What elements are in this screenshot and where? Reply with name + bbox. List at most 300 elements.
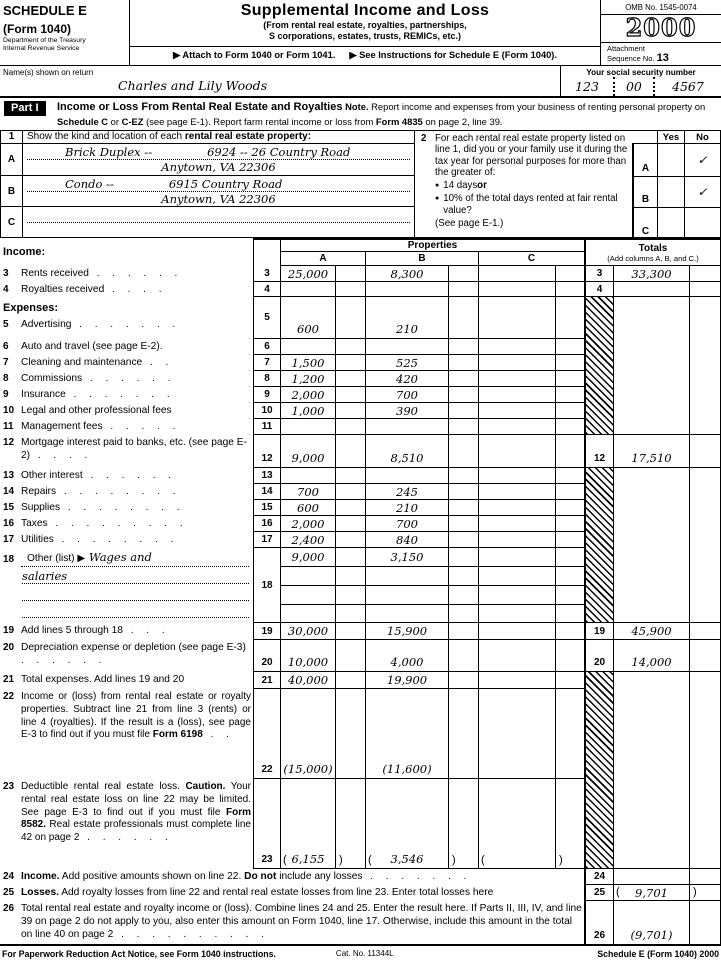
- line-14-box: 14: [253, 484, 281, 500]
- line-17-colC-cents[interactable]: [556, 532, 586, 548]
- answer-B-no-box[interactable]: ✓: [684, 177, 720, 208]
- line-18-colB-cents-row3[interactable]: [449, 586, 479, 605]
- line-18-colB-cents-row2[interactable]: [449, 567, 479, 586]
- ssn-label: Your social security number: [586, 68, 696, 77]
- line-16-label: 16 Taxes . . . . . . . . .: [3, 518, 188, 529]
- property-city-input[interactable]: Anytown, VA 22306: [161, 192, 276, 206]
- property-row-C: [1, 206, 414, 237]
- line-13-colB-value[interactable]: [366, 468, 449, 484]
- catalog-number: Cat. No. 11344L: [335, 949, 394, 958]
- line-25-totals-box: 25: [586, 885, 614, 901]
- line-20-box: 20: [253, 640, 281, 672]
- line2-content: [415, 131, 633, 229]
- tax-year: 2000: [625, 13, 697, 42]
- line-18-other-text-2[interactable]: salaries: [22, 567, 249, 584]
- line-13-box: 13: [253, 468, 281, 484]
- line-10-colB-cents[interactable]: [449, 403, 479, 419]
- totals-hatch-2: [586, 468, 614, 623]
- line-8-colC-value[interactable]: [479, 371, 556, 387]
- line1-number: 1: [1, 131, 23, 143]
- line-18-colB-row2[interactable]: [366, 567, 449, 586]
- line-8-label: 8 Commissions . . . . . .: [3, 373, 176, 384]
- line-7-label: 7 Cleaning and maintenance . .: [3, 357, 174, 368]
- line-25-totals-value[interactable]: ( 9,701: [614, 885, 690, 901]
- line-22-colA-cents[interactable]: [336, 689, 366, 779]
- column-a-header: A: [281, 252, 366, 266]
- line-3-colC-value[interactable]: [479, 266, 556, 282]
- line-18-box: 18: [253, 548, 281, 623]
- header-filler: [253, 238, 281, 266]
- line-20-colC-cents[interactable]: [556, 640, 586, 672]
- ssn-input[interactable]: [561, 77, 721, 96]
- sequence-number: 13: [656, 51, 669, 64]
- totals-blank-cents-3: [690, 672, 721, 869]
- line-22-colA-value[interactable]: (15,000): [281, 689, 336, 779]
- line-16-colA-cents[interactable]: [336, 516, 366, 532]
- line-14-colA-cents[interactable]: [336, 484, 366, 500]
- line-11-colA-cents[interactable]: [336, 419, 366, 435]
- line-19-colA-value[interactable]: 30,000: [281, 623, 336, 640]
- line-8-colA-value[interactable]: 1,200: [281, 371, 336, 387]
- line-17-colC-value[interactable]: [479, 532, 556, 548]
- totals-header: Totals (Add columns A, B, and C.): [586, 238, 721, 266]
- line-12-box: 12: [253, 435, 281, 468]
- line-20-colC-value[interactable]: [479, 640, 556, 672]
- line-9-colA-cents[interactable]: [336, 387, 366, 403]
- line1-box: [0, 131, 415, 238]
- line-9-colB-value[interactable]: 700: [366, 387, 449, 403]
- line-23-colA-value[interactable]: ( 6,155: [281, 779, 336, 869]
- ssn-box: [560, 66, 721, 96]
- line-22-label: 22 Income or (loss) from rental real estate or royalty properties. Subtract line 21 from line 3 (rents) or line 4 (royalties). If the result is a (loss), see page E-3 to find out if you must file Form 6198 . .: [3, 691, 251, 741]
- line-18-colC-cents-row3[interactable]: [556, 586, 586, 605]
- line-19-colB-cents[interactable]: [449, 623, 479, 640]
- line-20-totals-cents[interactable]: [690, 640, 721, 672]
- line-3-colB-value[interactable]: 8,300: [366, 266, 449, 282]
- line-23-box: 23: [253, 779, 281, 869]
- line-17-box: 17: [253, 532, 281, 548]
- line2-box: [415, 131, 721, 238]
- line-19-totals-value[interactable]: 45,900: [614, 623, 690, 640]
- part1-note: Note. Report income and expenses from your business of renting personal property on Schedule C or C-EZ (see page E-1). Report farm rental income or loss from Form 4835 on page 2, line 39.: [57, 101, 706, 127]
- line-19-totals-cents[interactable]: [690, 623, 721, 640]
- line2-bullet-10pct: ● 10% of the total days rented at fair rental value?: [421, 193, 631, 216]
- line-19-colC-cents[interactable]: [556, 623, 586, 640]
- line-5-colA-value[interactable]: 600: [281, 297, 336, 339]
- line-24-totals-value[interactable]: [614, 869, 690, 885]
- line2-question: For each rental real estate property listed on line 1, did you or your family use it during the tax year for personal purposes for more than the greater of:: [435, 133, 628, 178]
- line-9-colA-value[interactable]: 2,000: [281, 387, 336, 403]
- line-6-box: 6: [253, 339, 281, 355]
- line-7-colB-value[interactable]: 525: [366, 355, 449, 371]
- line-6-colB-cents[interactable]: [449, 339, 479, 355]
- line-15-label: 15 Supplies . . . . . . . .: [3, 502, 185, 513]
- line-11-box: 11: [253, 419, 281, 435]
- line-22-box: 22: [253, 689, 281, 779]
- line-12-colB-cents[interactable]: [449, 435, 479, 468]
- line-3-colA-value[interactable]: 25,000: [281, 266, 336, 282]
- line-20-label: 20 Depreciation expense or depletion (see page E-3) . . . . . .: [3, 642, 246, 666]
- property-row-B: [1, 175, 414, 206]
- line-4-totals-value[interactable]: [614, 282, 690, 297]
- line-14-colC-cents[interactable]: [556, 484, 586, 500]
- line-16-colC-value[interactable]: [479, 516, 556, 532]
- line-16-colB-value[interactable]: 700: [366, 516, 449, 532]
- name-field-area: [0, 66, 560, 96]
- line-16-colB-cents[interactable]: [449, 516, 479, 532]
- totals-blank-1: [614, 297, 690, 435]
- line-18-colA-row4[interactable]: [281, 605, 336, 623]
- line-17-colA-value[interactable]: 2,400: [281, 532, 336, 548]
- line-6-colB-value[interactable]: [366, 339, 449, 355]
- line-18-colC-cents-row1[interactable]: [556, 548, 586, 567]
- line-3-totals-box: 3: [586, 266, 614, 282]
- line-5-colC-cents[interactable]: [556, 297, 586, 339]
- line-11-colB-value[interactable]: [366, 419, 449, 435]
- line-21-colA-value[interactable]: 40,000: [281, 672, 336, 689]
- totals-blank-2: [614, 468, 690, 623]
- attach-note: ▶ Attach to Form 1040 or Form 1041.: [173, 50, 336, 60]
- line-5-colB-value[interactable]: 210: [366, 297, 449, 339]
- line-12-colB-value[interactable]: 8,510: [366, 435, 449, 468]
- property-list: [1, 144, 414, 237]
- line-19-colC-value[interactable]: [479, 623, 556, 640]
- line-18-colC-row4[interactable]: [479, 605, 556, 623]
- property-letter: B: [1, 176, 23, 206]
- property-city-input[interactable]: Anytown, VA 22306: [161, 160, 276, 174]
- line-11-colC-value[interactable]: [479, 419, 556, 435]
- sequence-label: Sequence No.: [607, 53, 655, 63]
- line-18-colB-row4[interactable]: [366, 605, 449, 623]
- omb-block: [600, 0, 721, 65]
- line-19-totals-box: 19: [586, 623, 614, 640]
- line-18-colC-cents-row4[interactable]: [556, 605, 586, 623]
- line-4-colB-cents[interactable]: [449, 282, 479, 297]
- line-23-colC-cents[interactable]: ): [556, 779, 586, 869]
- part1-title: Income or Loss From Rental Real Estate and Royalties: [57, 101, 343, 113]
- property-kind-location-input[interactable]: Brick Duplex -- 6924 -- 26 Country Road: [27, 144, 410, 160]
- irs-label: Internal Revenue Service: [3, 45, 80, 52]
- line-21-colA-cents[interactable]: [336, 672, 366, 689]
- line-21-colB-value[interactable]: 19,900: [366, 672, 449, 689]
- line-26-totals-cents[interactable]: [690, 901, 721, 946]
- line-24-label: 24 Income. Add positive amounts shown on line 22. Do not include any losses . . . . . . .: [0, 869, 586, 885]
- line-18-colC-cents-row2[interactable]: [556, 567, 586, 586]
- line-7-colA-value[interactable]: 1,500: [281, 355, 336, 371]
- line-19-colA-cents[interactable]: [336, 623, 366, 640]
- line-18-other-text-4[interactable]: [22, 601, 249, 618]
- line-18-colA-cents-row2[interactable]: [336, 567, 366, 586]
- line-9-colB-cents[interactable]: [449, 387, 479, 403]
- name-input[interactable]: Charles and Lily Woods: [118, 78, 268, 93]
- line-19-colB-value[interactable]: 15,900: [366, 623, 449, 640]
- line-26-totals-box: 26: [586, 901, 614, 946]
- dept-treasury-label: Department of the Treasury: [3, 37, 86, 44]
- line-3-box: 3: [253, 266, 281, 282]
- line-3-colB-cents[interactable]: [449, 266, 479, 282]
- line-13-label: 13 Other interest . . . . . .: [3, 470, 177, 481]
- line-7-colC-cents[interactable]: [556, 355, 586, 371]
- line-18-colB-row3[interactable]: [366, 586, 449, 605]
- property-kind-location-input[interactable]: Condo -- 6915 Country Road: [27, 176, 410, 192]
- line-10-colA-cents[interactable]: [336, 403, 366, 419]
- line-3-totals-cents[interactable]: [690, 266, 721, 282]
- line-16-colC-cents[interactable]: [556, 516, 586, 532]
- line-11-label: 11 Management fees . . . . .: [3, 421, 181, 432]
- line-4-colA-cents[interactable]: [336, 282, 366, 297]
- line-17-label: 17 Utilities . . . . . . . .: [3, 534, 179, 545]
- line-24-totals-box: 24: [586, 869, 614, 885]
- line-4-label: 4 Royalties received . . . .: [3, 284, 167, 295]
- form-subtitle-line1: (From rental real estate, royalties, partnerships,: [263, 20, 467, 30]
- yes-no-spacer: [632, 131, 657, 144]
- line-20-colA-cents[interactable]: [336, 640, 366, 672]
- income-section-label: Income:: [3, 246, 46, 258]
- line-9-colC-cents[interactable]: [556, 387, 586, 403]
- line-18-colB-row1[interactable]: 3,150: [366, 548, 449, 567]
- property-info-region: [0, 130, 721, 238]
- line-6-colC-cents[interactable]: [556, 339, 586, 355]
- line2-bullet-14days: ● 14 days or: [421, 180, 631, 191]
- line-4-box: 4: [253, 282, 281, 297]
- line-8-colA-cents[interactable]: [336, 371, 366, 387]
- line-24-totals-cents[interactable]: [690, 869, 721, 885]
- line-15-box: 15: [253, 500, 281, 516]
- answer-B-yes-box[interactable]: [657, 177, 684, 208]
- part1-badge: Part I: [4, 101, 46, 116]
- column-c-header: C: [479, 252, 586, 266]
- line-4-colC-cents[interactable]: [556, 282, 586, 297]
- line-23-colA-cents[interactable]: ): [336, 779, 366, 869]
- attachment-sequence: [601, 43, 721, 63]
- line-10-box: 10: [253, 403, 281, 419]
- line-5-colA-cents[interactable]: [336, 297, 366, 339]
- line-18-colA-cents-row1[interactable]: [336, 548, 366, 567]
- answer-letter-C: C: [632, 208, 657, 239]
- line-18-colB-cents-row4[interactable]: [449, 605, 479, 623]
- line-13-colA-cents[interactable]: [336, 468, 366, 484]
- attach-instructions: [130, 46, 600, 65]
- yes-column-header: Yes: [657, 131, 684, 144]
- line-22-colC-value[interactable]: [479, 689, 556, 779]
- property-letter: C: [1, 207, 23, 237]
- form-header: [0, 0, 721, 66]
- line-23-label: 23 Deductible rental real estate loss. Caution. Your rental real estate loss on line 22 may be limited. See page E-3 to find out if you must file Form 8582. Real estate professionals must complete line 42 on page 2 . . . . . .: [3, 781, 251, 844]
- line-21-colC-value[interactable]: [479, 672, 556, 689]
- line-3-colC-cents[interactable]: [556, 266, 586, 282]
- form-footer: [0, 946, 721, 963]
- line-16-colA-value[interactable]: 2,000: [281, 516, 336, 532]
- line-14-colB-value[interactable]: 245: [366, 484, 449, 500]
- line-17-colA-cents[interactable]: [336, 532, 366, 548]
- line-20-totals-box: 20: [586, 640, 614, 672]
- line-17-colB-cents[interactable]: [449, 532, 479, 548]
- line-14-colB-cents[interactable]: [449, 484, 479, 500]
- line-18-colA-row1[interactable]: 9,000: [281, 548, 336, 567]
- totals-hatch-1: [586, 297, 614, 435]
- form-footer-id: Schedule E (Form 1040) 2000: [597, 949, 719, 959]
- line-25-totals-cents[interactable]: ): [690, 885, 721, 901]
- line-7-box: 7: [253, 355, 281, 371]
- line-19-box: 19: [253, 623, 281, 640]
- line-18-colA-row2[interactable]: [281, 567, 336, 586]
- line-15-colB-cents[interactable]: [449, 500, 479, 516]
- line-26-label: 26 Total rental real estate and royalty income or (loss). Combine lines 24 and 25. Enter the result here. If Parts II, III, IV, and line 39 on page 2 do not apply to you, also enter this amount on Form 1040, line 17. Otherwise, include this amount in the total on line 40 on page 2 . . . . . . . . . .: [0, 901, 586, 946]
- line-14-colC-value[interactable]: [479, 484, 556, 500]
- line-3-colA-cents[interactable]: [336, 266, 366, 282]
- tax-year-box: [601, 15, 721, 43]
- line-22-colB-value[interactable]: (11,600): [366, 689, 449, 779]
- line-22-colB-cents[interactable]: [449, 689, 479, 779]
- form-id-block: [0, 0, 130, 65]
- line-18-colC-row3[interactable]: [479, 586, 556, 605]
- line-21-colC-cents[interactable]: [556, 672, 586, 689]
- line-20-colB-value[interactable]: 4,000: [366, 640, 449, 672]
- ssn-part-2[interactable]: 00: [613, 77, 655, 96]
- line-4-totals-cents[interactable]: [690, 282, 721, 297]
- property-city-input[interactable]: [23, 223, 414, 237]
- form-title: Supplemental Income and Loss: [240, 2, 490, 19]
- line-9-label: 9 Insurance . . . . . . .: [3, 389, 175, 400]
- line-10-colA-value[interactable]: 1,000: [281, 403, 336, 419]
- totals-blank-cents-2: [690, 468, 721, 623]
- line-15-colC-value[interactable]: [479, 500, 556, 516]
- line-18-colC-row2[interactable]: [479, 567, 556, 586]
- line-18-colC-row1[interactable]: [479, 548, 556, 567]
- line-15-colA-value[interactable]: 600: [281, 500, 336, 516]
- line-15-colC-cents[interactable]: [556, 500, 586, 516]
- line-21-box: 21: [253, 672, 281, 689]
- line-12-colC-value[interactable]: [479, 435, 556, 468]
- line-21-colB-cents[interactable]: [449, 672, 479, 689]
- line-14-label: 14 Repairs . . . . . . . .: [3, 486, 181, 497]
- property-letter: A: [1, 144, 23, 175]
- answer-letter-A: A: [632, 144, 657, 177]
- line-5-colC-value[interactable]: [479, 297, 556, 339]
- line-8-box: 8: [253, 371, 281, 387]
- no-column-header: No: [684, 131, 720, 144]
- omb-number: OMB No. 1545-0074: [601, 0, 721, 15]
- line-19-label: 19 Add lines 5 through 18 . . .: [3, 625, 170, 636]
- line-16-box: 16: [253, 516, 281, 532]
- line-14-colA-value[interactable]: 700: [281, 484, 336, 500]
- line-10-colC-cents[interactable]: [556, 403, 586, 419]
- line-12-totals-cents[interactable]: [690, 435, 721, 468]
- line2-number: 2: [421, 133, 427, 144]
- line-7-colB-cents[interactable]: [449, 355, 479, 371]
- line-8-colB-cents[interactable]: [449, 371, 479, 387]
- part1-heading-row: [0, 98, 721, 130]
- line-8-colB-value[interactable]: 420: [366, 371, 449, 387]
- line-4-colC-value[interactable]: [479, 282, 556, 297]
- line-12-totals-value[interactable]: 17,510: [614, 435, 690, 468]
- line-4-colB-value[interactable]: [366, 282, 449, 297]
- line-15-colA-cents[interactable]: [336, 500, 366, 516]
- line-5-colB-cents[interactable]: [449, 297, 479, 339]
- line-4-colA-value[interactable]: [281, 282, 336, 297]
- property-row-A: [1, 144, 414, 175]
- line-11-colC-cents[interactable]: [556, 419, 586, 435]
- line-23-colB-cents[interactable]: ): [449, 779, 479, 869]
- ssn-part-3[interactable]: 4567: [672, 79, 704, 94]
- line-12-colA-value[interactable]: 9,000: [281, 435, 336, 468]
- line-25-label: 25 Losses. Add royalty losses from line 22 and rental real estate losses from line 23. Enter total losses here: [0, 885, 586, 901]
- line-15-colB-value[interactable]: 210: [366, 500, 449, 516]
- line-13-colC-cents[interactable]: [556, 468, 586, 484]
- line-6-colC-value[interactable]: [479, 339, 556, 355]
- line2-see-note: (See page E-1.): [435, 218, 504, 230]
- form-title-block: [130, 0, 600, 65]
- line-10-colB-value[interactable]: 390: [366, 403, 449, 419]
- line-23-colB-value[interactable]: ( 3,546: [366, 779, 449, 869]
- income-expense-table: [0, 238, 721, 946]
- line-12-colC-cents[interactable]: [556, 435, 586, 468]
- line-18-other-text-3[interactable]: [22, 584, 249, 601]
- line-13-colC-value[interactable]: [479, 468, 556, 484]
- line-20-totals-value[interactable]: 14,000: [614, 640, 690, 672]
- line-11-colB-cents[interactable]: [449, 419, 479, 435]
- form-ref: (Form 1040): [3, 22, 72, 36]
- line-13-colA-value[interactable]: [281, 468, 336, 484]
- line-23-colC-value[interactable]: (: [479, 779, 556, 869]
- line-18-colA-row3[interactable]: [281, 586, 336, 605]
- line-6-colA-cents[interactable]: [336, 339, 366, 355]
- line-17-colB-value[interactable]: 840: [366, 532, 449, 548]
- line-6-colA-value[interactable]: [281, 339, 336, 355]
- answer-A-yes-box[interactable]: [657, 144, 684, 177]
- line-5-label: Expenses: 5 Advertising . . . . . . .: [3, 302, 181, 330]
- line-7-colA-cents[interactable]: [336, 355, 366, 371]
- line-20-colB-cents[interactable]: [449, 640, 479, 672]
- line-12-colA-cents[interactable]: [336, 435, 366, 468]
- line-18-colA-cents-row3[interactable]: [336, 586, 366, 605]
- totals-hatch-3: [586, 672, 614, 869]
- line-18-colA-cents-row4[interactable]: [336, 605, 366, 623]
- answer-C-yes-box[interactable]: [657, 208, 684, 239]
- form-subtitle-line2: S corporations, estates, trusts, REMICs, etc.): [268, 30, 462, 41]
- line-26-totals-value[interactable]: (9,701): [614, 901, 690, 946]
- line-22-colC-cents[interactable]: [556, 689, 586, 779]
- answer-A-no-box[interactable]: ✓: [684, 144, 720, 177]
- part1-text: [57, 98, 721, 128]
- line-8-colC-cents[interactable]: [556, 371, 586, 387]
- answer-C-no-box[interactable]: [684, 208, 720, 239]
- line-10-label: 10 Legal and other professional fees: [3, 405, 172, 416]
- line-12-totals-box: 12: [586, 435, 614, 468]
- line-13-colB-cents[interactable]: [449, 468, 479, 484]
- line-9-box: 9: [253, 387, 281, 403]
- name-row: [0, 66, 721, 98]
- line-9-colC-value[interactable]: [479, 387, 556, 403]
- line-6-label: 6 Auto and travel (see page E-2).: [3, 341, 163, 352]
- ssn-part-1[interactable]: 123: [575, 79, 599, 94]
- line-18-colB-cents-row1[interactable]: [449, 548, 479, 567]
- line-20-colA-value[interactable]: 10,000: [281, 640, 336, 672]
- properties-header: Properties: [281, 238, 586, 252]
- line-3-totals-value[interactable]: 33,300: [614, 266, 690, 282]
- line-11-colA-value[interactable]: [281, 419, 336, 435]
- property-kind-location-input[interactable]: [27, 207, 410, 223]
- answer-letter-B: B: [632, 177, 657, 208]
- line-3-label: 3 Rents received . . . . . .: [3, 268, 183, 279]
- line-10-colC-value[interactable]: [479, 403, 556, 419]
- line-12-label: 12 Mortgage interest paid to banks, etc. (see page E-2) . . . .: [3, 437, 247, 461]
- totals-blank-cents-1: [690, 297, 721, 435]
- yes-no-grid: [632, 131, 720, 237]
- line-5-box: 5: [253, 297, 281, 339]
- line-7-colC-value[interactable]: [479, 355, 556, 371]
- line-4-totals-box: 4: [586, 282, 614, 297]
